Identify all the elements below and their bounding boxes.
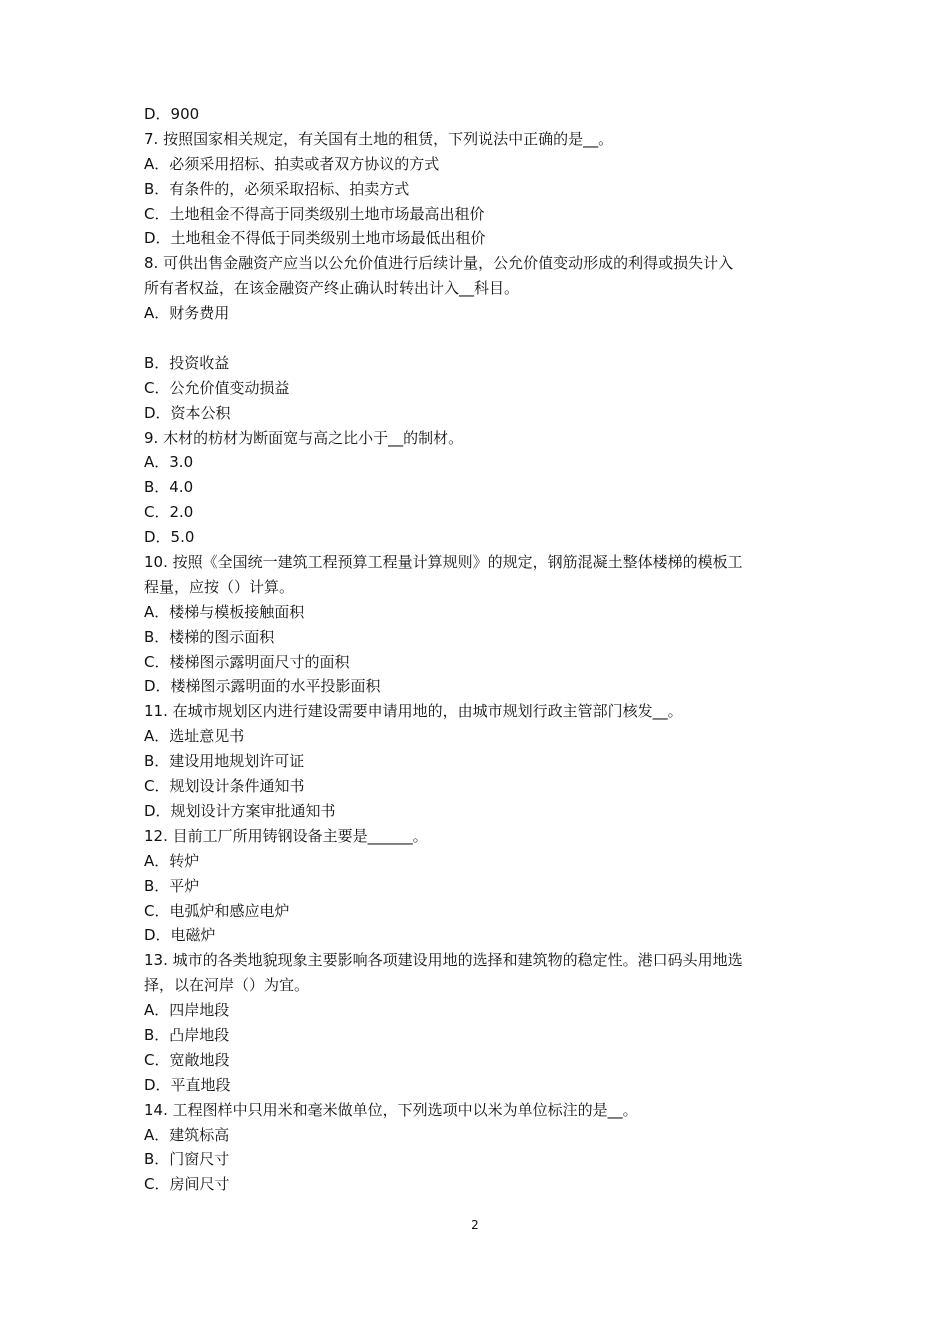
- text-line: B．平炉: [144, 876, 200, 895]
- text-line: A．建筑标高: [144, 1125, 230, 1144]
- text-line: 9. 木材的枋材为断面宽与高之比小于__的制材。: [144, 428, 464, 447]
- text-line: C．2.0: [144, 503, 194, 522]
- page-number: 2: [471, 1218, 479, 1232]
- blank-line: [144, 326, 820, 351]
- text-line: 14. 工程图样中只用米和毫米做单位，下列选项中以米为单位标注的是__。: [144, 1100, 638, 1119]
- text-line: 13. 城市的各类地貌现象主要影响各项建设用地的选择和建筑物的稳定性。港口码头用地选: [144, 951, 743, 970]
- text-line: A．财务费用: [144, 304, 230, 323]
- text-line: D．土地租金不得低于同类级别土地市场最低出租价: [144, 229, 486, 248]
- text-line: 10. 按照《全国统一建筑工程预算工程量计算规则》的规定，钢筋混凝土整体楼梯的模板工: [144, 553, 743, 572]
- text-line: C．楼梯图示露明面尺寸的面积: [144, 652, 350, 671]
- text-line: A．四岸地段: [144, 1001, 230, 1020]
- text-line: D．平直地段: [144, 1075, 231, 1094]
- text-line: B．投资收益: [144, 353, 230, 372]
- text-line: B．有条件的，必须采取招标、拍卖方式: [144, 179, 410, 198]
- text-line: A．楼梯与模板接触面积: [144, 602, 305, 621]
- text-line: 7. 按照国家相关规定，有关国有土地的租赁，下列说法中正确的是__。: [144, 129, 614, 148]
- text-line: C．电弧炉和感应电炉: [144, 901, 290, 920]
- text-line: 择，以在河岸（）为宜。: [144, 976, 310, 995]
- text-line: B．建设用地规划许可证: [144, 752, 305, 771]
- text-line: D．规划设计方案审批通知书: [144, 801, 336, 820]
- text-line: C．规划设计条件通知书: [144, 777, 305, 796]
- text-line: B．凸岸地段: [144, 1025, 230, 1044]
- text-line: B．4.0: [144, 478, 194, 497]
- text-line: D．电磁炉: [144, 926, 216, 945]
- text-line: D．资本公积: [144, 403, 231, 422]
- text-line: A．选址意见书: [144, 727, 245, 746]
- text-line: 8. 可供出售金融资产应当以公允价值进行后续计量，公允价值变动形成的利得或损失计入: [144, 254, 734, 273]
- text-line: A．必须采用招标、拍卖或者双方协议的方式: [144, 154, 440, 173]
- text-line: D．楼梯图示露明面的水平投影面积: [144, 677, 381, 696]
- text-line: C．土地租金不得高于同类级别土地市场最高出租价: [144, 204, 485, 223]
- text-line: C．宽敞地段: [144, 1050, 230, 1069]
- text-line: 12. 目前工厂所用铸钢设备主要是______。: [144, 826, 428, 845]
- text-line: D．5.0: [144, 528, 195, 547]
- text-line: A．3.0: [144, 453, 194, 472]
- text-line: A．转炉: [144, 851, 200, 870]
- text-line: B．门窗尺寸: [144, 1150, 230, 1169]
- text-line: B．楼梯的图示面积: [144, 627, 275, 646]
- text-line: D．900: [144, 105, 200, 123]
- text-line: 程量，应按（）计算。: [144, 577, 295, 596]
- text-line: C．房间尺寸: [144, 1175, 230, 1194]
- text-line: C．公允价值变动损益: [144, 378, 290, 397]
- text-line: 11. 在城市规划区内进行建设需要申请用地的，由城市规划行政主管部门核发__。: [144, 702, 683, 721]
- text-line: 所有者权益，在该金融资产终止确认时转出计入__科目。: [144, 279, 520, 298]
- page-content: [144, 102, 820, 1197]
